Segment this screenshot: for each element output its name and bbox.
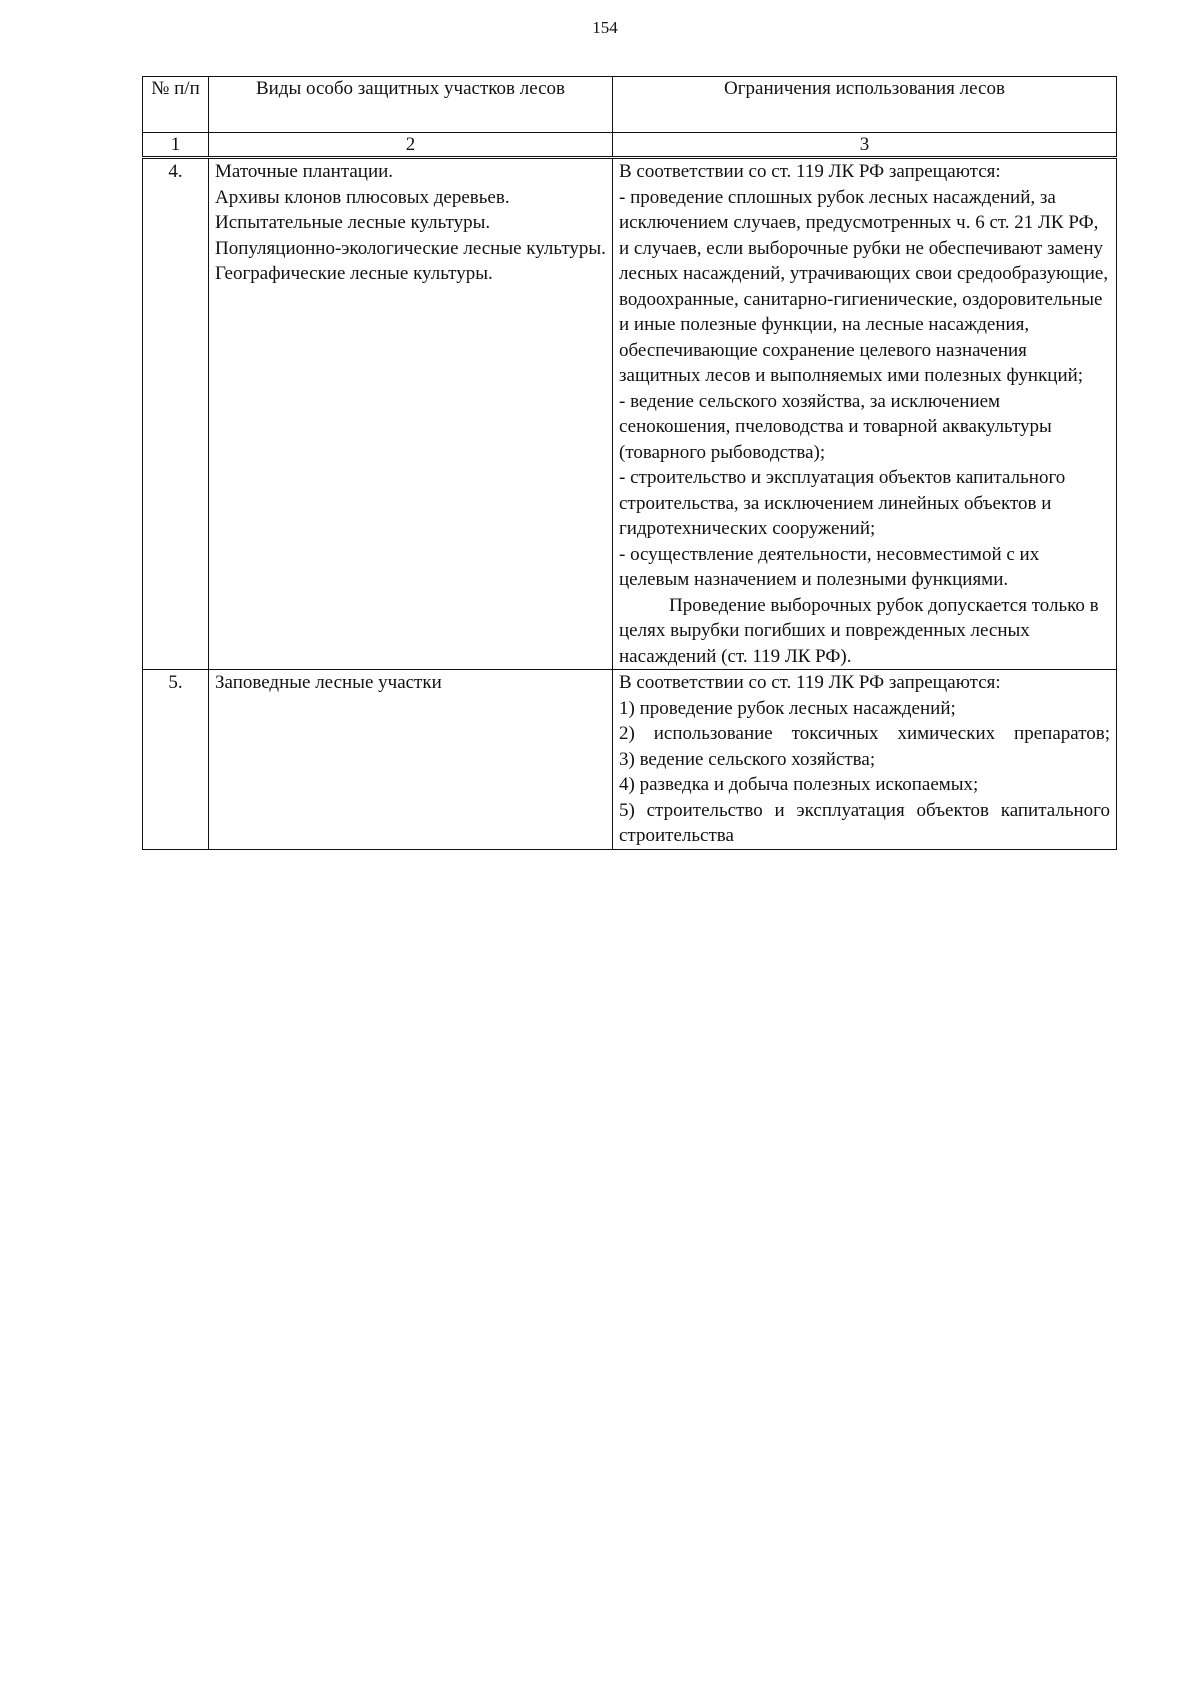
table-header-row — [143, 77, 1117, 133]
table-row — [143, 158, 1117, 670]
restriction-item: 3) ведение сельского хозяйства; — [619, 748, 876, 770]
forest-types-cell — [209, 158, 613, 670]
column-numbers-row — [143, 133, 1117, 158]
restriction-item: 1) проведение рубок лесных насаждений; — [619, 697, 956, 719]
restriction-item: - ведение сельского хозяйства, за исключением сенокошения, пчеловодства и товарной аквакультуры (товарного рыбоводства); — [619, 390, 1052, 463]
restriction-item: В соответствии со ст. 119 ЛК РФ запрещаются: — [619, 672, 1001, 693]
column-number: 2 — [209, 133, 613, 158]
restriction-item: 4) разведка и добыча полезных ископаемых; — [619, 774, 979, 795]
restriction-item: 5) строительство и эксплуатация объектов капитального строительства — [619, 799, 1110, 846]
header-forest-types: Виды особо защитных участков лесов — [209, 77, 613, 133]
row-number: 5. — [143, 670, 209, 850]
restriction-item: В соответствии со ст. 119 ЛК РФ запрещаются: — [619, 161, 1001, 182]
forest-types-cell — [209, 670, 613, 850]
forest-type-item: Архивы клонов плюсовых деревьев. — [215, 186, 510, 208]
table-row — [143, 670, 1117, 850]
restriction-item: - проведение сплошных рубок лесных насаждений, за исключением случаев, предусмотренных ч. 6 ст. 21 ЛК РФ, и случаев, если выборочные рубки не обеспечивают замену лесных насаждений, утрачивающих свои средообразующие, водоохранные, санитарно-гигиенические, оздоровительные и иные полезные функции, на лесные насаждения, обеспечивающие сохранение целевого назначения защитных лесов и выполняемых ими полезных функций; — [619, 186, 1109, 386]
page-number: 154 — [592, 18, 618, 37]
forest-type-item: Испытательные лесные культуры. — [215, 212, 491, 233]
restrictions-cell — [613, 670, 1117, 850]
forest-restrictions-table — [142, 76, 1117, 850]
forest-type-item: Маточные плантации. — [215, 161, 394, 182]
forest-type-item: Заповедные лесные участки — [215, 672, 442, 693]
restrictions-cell — [613, 158, 1117, 670]
restriction-item: - осуществление деятельности, несовместимой с их целевым назначением и полезными функциями. — [619, 543, 1040, 590]
restriction-item: - строительство и эксплуатация объектов капитального строительства, за исключением линейных объектов и гидротехнических сооружений; — [619, 467, 1066, 539]
column-number: 1 — [143, 133, 209, 158]
restriction-item: 2) использование токсичных химических препаратов; — [619, 723, 1110, 744]
row-number: 4. — [143, 158, 209, 670]
forest-type-item: Популяционно-экологические лесные культуры. — [215, 237, 606, 259]
column-number: 3 — [613, 133, 1117, 158]
restriction-paragraph: Проведение выборочных рубок допускается только в целях вырубки погибших и поврежденных лесных насаждений (ст. 119 ЛК РФ). — [619, 594, 1099, 667]
header-number: № п/п — [143, 77, 209, 133]
header-restrictions: Ограничения использования лесов — [613, 77, 1117, 133]
forest-type-item: Географические лесные культуры. — [215, 263, 493, 284]
